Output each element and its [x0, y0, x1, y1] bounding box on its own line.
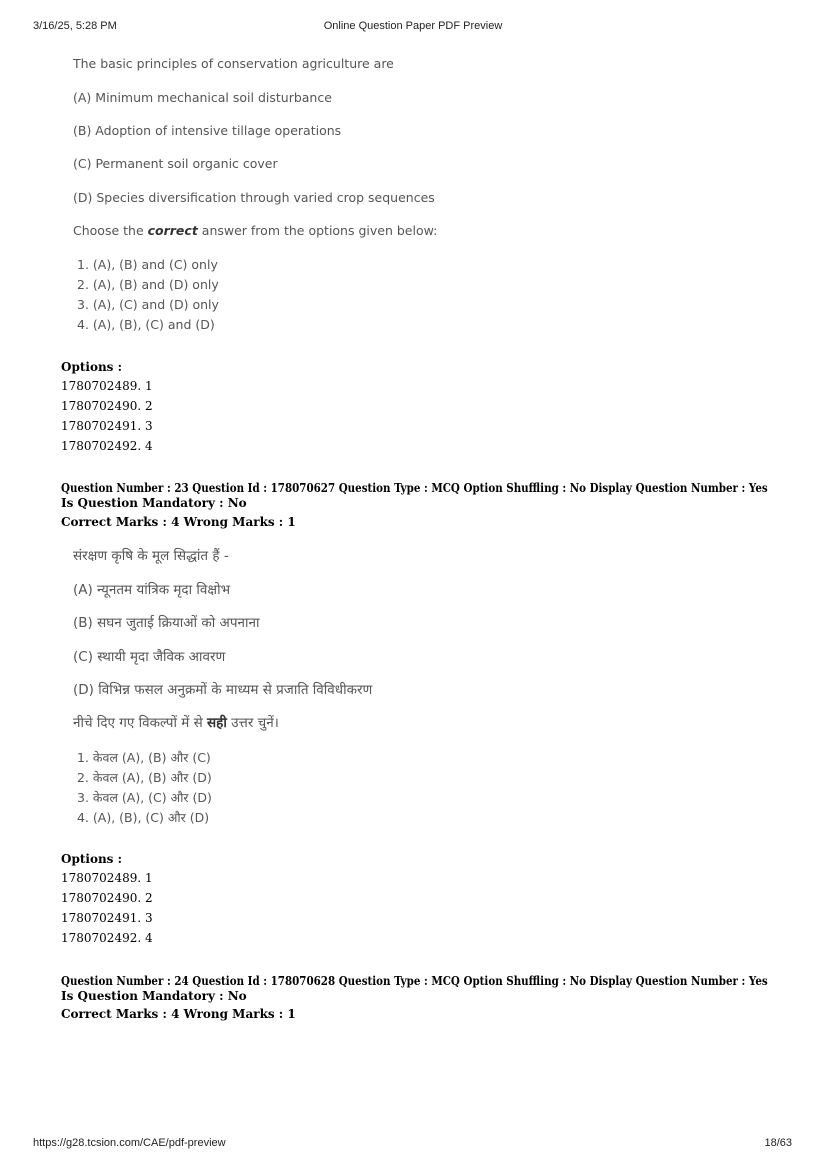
choose-emphasis: सही [207, 715, 227, 731]
question-info-line: Question Number : 24 Question Id : 178070628 Question Type : MCQ Option Shuffling : No Display Question Number : Yes [61, 974, 768, 988]
answer-option-4: 4. (A), (B), (C) and (D) [77, 317, 215, 332]
answer-option-1: 1. (A), (B) and (C) only [77, 257, 218, 272]
answer-option-2: 2. केवल (A), (B) और (D) [77, 770, 212, 785]
answer-option-1: 1. केवल (A), (B) और (C) [77, 750, 211, 765]
options-label: Options : [61, 852, 123, 866]
choose-instruction [73, 713, 279, 731]
question-stem: संरक्षण कृषि के मूल सिद्धांत हैं - [73, 548, 229, 564]
choose-prefix: नीचे दिए गए विकल्पों में से [73, 715, 208, 731]
answer-option-3: 3. केवल (A), (C) और (D) [77, 790, 212, 805]
answer-option-2: 2. (A), (B) and (D) only [77, 277, 219, 292]
choose-instruction [73, 223, 437, 238]
choose-emphasis: correct [147, 223, 198, 238]
statement-a: (A) Minimum mechanical soil disturbance [73, 90, 332, 105]
option-id-2: 1780702490. 2 [61, 399, 153, 413]
option-id-2: 1780702490. 2 [61, 891, 153, 905]
marks-line: Correct Marks : 4 Wrong Marks : 1 [61, 515, 296, 529]
statement-d: (D) Species diversification through varied crop sequences [73, 190, 435, 205]
choose-suffix: answer from the options given below: [197, 223, 438, 238]
answer-option-3: 3. (A), (C) and (D) only [77, 297, 219, 312]
question-info-line: Question Number : 23 Question Id : 178070627 Question Type : MCQ Option Shuffling : No Display Question Number : Yes [61, 481, 768, 495]
question-stem: The basic principles of conservation agriculture are [73, 56, 394, 71]
statement-b: (B) सघन जुताई क्रियाओं को अपनाना [73, 615, 260, 631]
mandatory-line: Is Question Mandatory : No [61, 496, 247, 510]
statement-c: (C) स्थायी मृदा जैविक आवरण [73, 649, 226, 665]
choose-suffix: उत्तर चुनें। [226, 715, 279, 731]
option-id-4: 1780702492. 4 [61, 439, 153, 453]
page-title: Online Question Paper PDF Preview [323, 20, 503, 32]
statement-d: (D) विभिन्न फसल अनुक्रमों के माध्यम से प्रजाति विविधीकरण [73, 682, 373, 698]
option-id-4: 1780702492. 4 [61, 931, 153, 945]
option-id-1: 1780702489. 1 [61, 379, 153, 393]
page-number: 18/63 [764, 1137, 792, 1149]
statement-a: (A) न्यूनतम यांत्रिक मृदा विक्षोभ [73, 582, 231, 598]
marks-line: Correct Marks : 4 Wrong Marks : 1 [61, 1007, 296, 1021]
page-url: https://g28.tcsion.com/CAE/pdf-preview [33, 1137, 226, 1149]
mandatory-line: Is Question Mandatory : No [61, 989, 247, 1003]
option-id-3: 1780702491. 3 [61, 419, 153, 433]
answer-option-4: 4. (A), (B), (C) और (D) [77, 810, 210, 825]
option-id-3: 1780702491. 3 [61, 911, 153, 925]
choose-prefix: Choose the [73, 223, 148, 238]
statement-c: (C) Permanent soil organic cover [73, 156, 278, 171]
print-datetime: 3/16/25, 5:28 PM [33, 20, 117, 32]
options-label: Options : [61, 360, 123, 374]
option-id-1: 1780702489. 1 [61, 871, 153, 885]
statement-b: (B) Adoption of intensive tillage operations [73, 123, 342, 138]
